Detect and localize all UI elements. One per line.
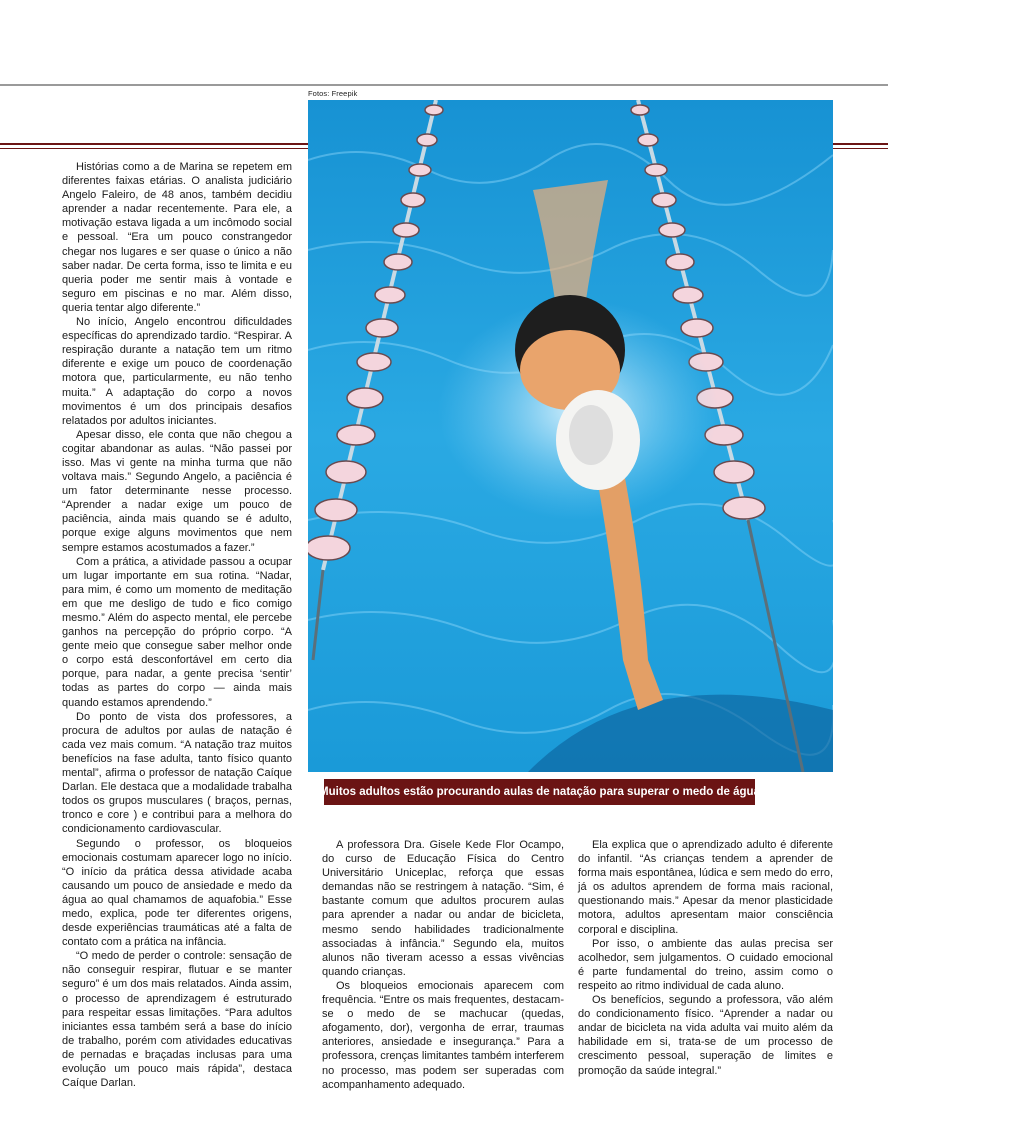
paragraph: “O medo de perder o controle: sensação de não conseguir respirar, flutuar e se manter seguro” é um dos mais relatados. Ainda assim, o processo de aprendizagem é estruturado para respeitar essas limitações. “Para adultos iniciantes essa também será a base do início de trabalho, porém com atividades educativas de pernadas e braçadas inclusas para uma evolução um pouco mais rápida”, destaca Caíque Darlan. — [62, 950, 292, 1090]
article-column-2 — [322, 838, 564, 1092]
paragraph: A professora Dra. Gisele Kede Flor Ocampo, do curso de Educação Física do Centro Universitário Uniceplac, reforça que essas demandas não se restringem à natação. “Sim, é bastante comum que adultos procurem aulas para aprender a nadar ou andar de bicicleta, mesmo sendo habilidades tradicionalmente associadas à infância.” Segundo ela, muitos alunos não tiveram acesso a essas vivências quando crianças. — [322, 839, 564, 978]
photo-caption: Muitos adultos estão procurando aulas de natação para superar o medo de água — [324, 779, 755, 805]
swimmer-photo — [308, 100, 833, 772]
paragraph: Histórias como a de Marina se repetem em diferentes faixas etárias. O analista judiciário Angelo Faleiro, de 48 anos, também decidiu aprender a nadar recentemente. Para ele, a motivação estava ligada a um incômodo social e pessoal. “Era um pouco constrangedor chegar nos lugares e ser quase o único a não saber nadar. De certa forma, isso te limita e eu queria poder me sentir mais à vontade e seguro em piscinas e no mar. Além disso, queria tentar algo diferente.” — [62, 161, 292, 314]
paragraph: Ela explica que o aprendizado adulto é diferente do infantil. “As crianças tendem a aprender de forma mais espontânea, lúdica e sem medo do erro, já os adultos aprendem de forma mais racional, questionando mais.” Apesar da menor plasticidade motora, adultos apresentam maior consciência corporal e disciplina. — [578, 839, 833, 936]
photo-credit: Fotos: Freepik — [308, 89, 358, 98]
paragraph: Do ponto de vista dos professores, a procura de adultos por aulas de natação é cada vez mais comum. “A natação traz muitos benefícios na fase adulta, tanto físico quanto mental”, afirma o professor de natação Caíque Darlan. Ele destaca que a modalidade trabalha todos os grupos musculares ( braços, pernas, tronco e core ) e contribui para a melhora do condicionamento cardiovascular. — [62, 710, 292, 836]
header-rule — [0, 84, 888, 86]
paragraph: Apesar disso, ele conta que não chegou a cogitar abandonar as aulas. “Não passei por isso. Mas vi gente na minha turma que não voltava mais.” Segundo Angelo, a paciência é um fator determinante nesse processo. “Aprender a nadar exige um pouco de paciência, ainda mais quando se é adulto, porque exige alguns movimentos que nem sempre estamos acostumados a fazer.” — [62, 428, 292, 554]
paragraph: Os benefícios, segundo a professora, vão além do condicionamento físico. “Aprender a nadar ou andar de bicicleta na vida adulta vai muito além da habilidade em si, trata-se de um processo de crescimento pessoal, superação de limites e promoção da saúde integral.” — [578, 994, 833, 1077]
paragraph: Segundo o professor, os bloqueios emocionais costumam aparecer logo no início. “O início da prática dessa atividade acaba causando um pouco de ansiedade e medo da água ao qual chamamos de aquafobia.” Esse medo, explica, pode ter diferentes origens, desde experiências traumáticas até a falta de contato com a prática na infância. — [62, 837, 292, 949]
article-column-3 — [578, 838, 833, 1078]
paragraph: Por isso, o ambiente das aulas precisa ser acolhedor, sem julgamentos. O cuidado emocional é parte fundamental do treino, assim como o respeito ao ritmo individual de cada aluno. — [578, 937, 833, 992]
paragraph: Com a prática, a atividade passou a ocupar um lugar importante em sua rotina. “Nadar, para mim, é como um momento de meditação em que me desligo de tudo e fico comigo mesmo.” Além do aspecto mental, ele percebe ganhos na percepção do próprio corpo. “A gente meio que consegue saber melhor onde o corpo está desconfortável em certo dia porque, para nadar, a gente precisa ‘sentir’ todas as partes do corpo — ainda mais quando estamos aprendendo.” — [62, 555, 292, 709]
paragraph: Os bloqueios emocionais aparecem com frequência. “Entre os mais frequentes, destacam-se o medo de se machucar (quedas, afogamento, dor), vergonha de errar, traumas anteriores, ansiedade e insegurança.” Para a professora, crenças limitantes também interferem no processo, mas podem ser superadas com acompanhamento adequado. — [322, 979, 564, 1091]
paragraph: No início, Angelo encontrou dificuldades específicas do aprendizado tardio. “Respirar. A respiração durante a natação tem um ritmo diferente e exige um pouco de coordenação motora que, particularmente, eu não tenho muita.” A adaptação do corpo a novos movimentos é um dos principais desafios relatados por adultos iniciantes. — [62, 316, 292, 427]
article-column-1 — [62, 160, 292, 1090]
